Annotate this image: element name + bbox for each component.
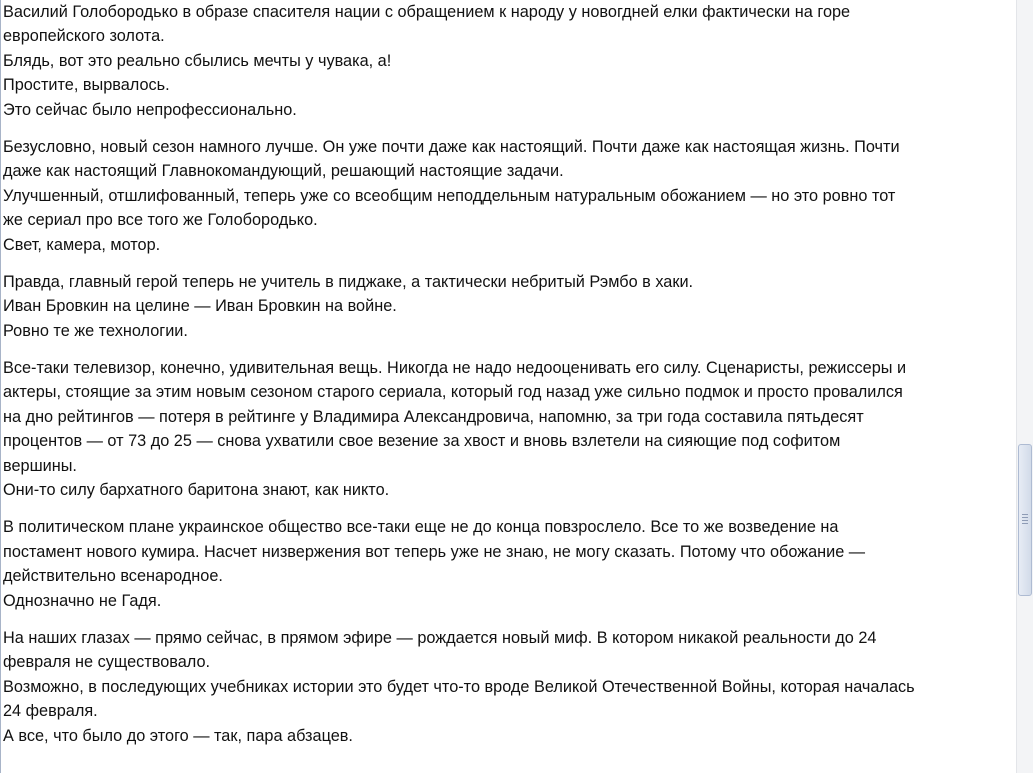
text-line: Простите, вырвалось. (3, 76, 170, 95)
text-line: актеры, стоящие за этим новым сезоном старого сериала, который год назад уже сильно подмок и просто провалился (3, 383, 903, 402)
text-line: Ровно те же технологии. (3, 321, 188, 340)
text-line: даже как настоящий Главнокомандующий, решающий настоящие задачи. (3, 162, 564, 181)
text-line: Улучшенный, отшлифованный, теперь уже со всеобщим неподдельным натуральным обожанием — но это ровно тот (3, 186, 896, 205)
text-line: вершины. (3, 456, 77, 475)
vertical-scrollbar[interactable] (1016, 0, 1033, 773)
text-line: Блядь, вот это реально сбылись мечты у чувака, а! (3, 51, 392, 70)
text-line: Иван Бровкин на целине — Иван Бровкин на войне. (3, 297, 397, 316)
text-line: на дно рейтингов — потеря в рейтинге у Владимира Александровича, напомню, за три года составила пятьдесят (3, 407, 864, 426)
text-line: февраля не существовало. (3, 653, 211, 672)
text-line: Все-таки телевизор, конечно, удивительная вещь. Никогда не надо недооценивать его силу. Сценаристы, режиссеры и (3, 359, 907, 378)
text-line: Однозначно не Гадя. (3, 591, 162, 610)
article-paragraph (3, 356, 1011, 502)
text-line: Правда, главный герой теперь не учитель в пиджаке, а тактически небритый Рэмбо в хаки. (3, 272, 694, 291)
article-paragraph (3, 626, 1011, 748)
text-line: действительно всенародное. (3, 567, 223, 586)
text-line: Это сейчас было непрофессионально. (3, 100, 297, 119)
article-paragraph (3, 270, 1011, 343)
text-line: Они-то силу бархатного баритона знают, как никто. (3, 481, 390, 500)
article-text (3, 0, 1011, 748)
article-paragraph (3, 135, 1011, 257)
grip-line (1022, 523, 1028, 524)
text-line: постамент нового кумира. Насчет низвержения вот теперь уже не знаю, не могу сказать. Потому что обожание — (3, 542, 866, 561)
article-paragraph (3, 0, 1011, 122)
text-line: А все, что было до этого — так, пара абзацев. (3, 726, 353, 745)
article-paragraph (3, 515, 1011, 613)
text-line: На наших глазах — прямо сейчас, в прямом эфире — рождается новый миф. В котором никакой реальности до 24 (3, 628, 877, 647)
text-line: европейского золота. (3, 27, 165, 46)
text-line: процентов — от 73 до 25 — снова ухватили свое везение за хвост и вновь взлетели на сияющие под софитом (3, 432, 841, 451)
text-line: Василий Голобородько в образе спасителя нации с обращением к народу у новогдней елки фактически на горе (3, 3, 851, 21)
text-line: Свет, камера, мотор. (3, 235, 161, 254)
text-line: же сериал про все того же Голобородько. (3, 211, 318, 230)
grip-line (1022, 520, 1028, 521)
text-line: В политическом плане украинское общество все-таки еще не до конца повзрослело. Все то же возведение на (3, 518, 839, 537)
grip-line (1022, 517, 1028, 518)
text-line: Безусловно, новый сезон намного лучше. Он уже почти даже как настоящий. Почти даже как настоящая жизнь. Почти (3, 137, 900, 156)
grip-line (1022, 514, 1028, 515)
text-line: 24 февраля. (3, 702, 98, 721)
text-line: Возможно, в последующих учебниках истории это будет что-то вроде Великой Отечественной Войны, которая началась (3, 677, 915, 696)
scrollbar-thumb[interactable] (1018, 444, 1032, 596)
